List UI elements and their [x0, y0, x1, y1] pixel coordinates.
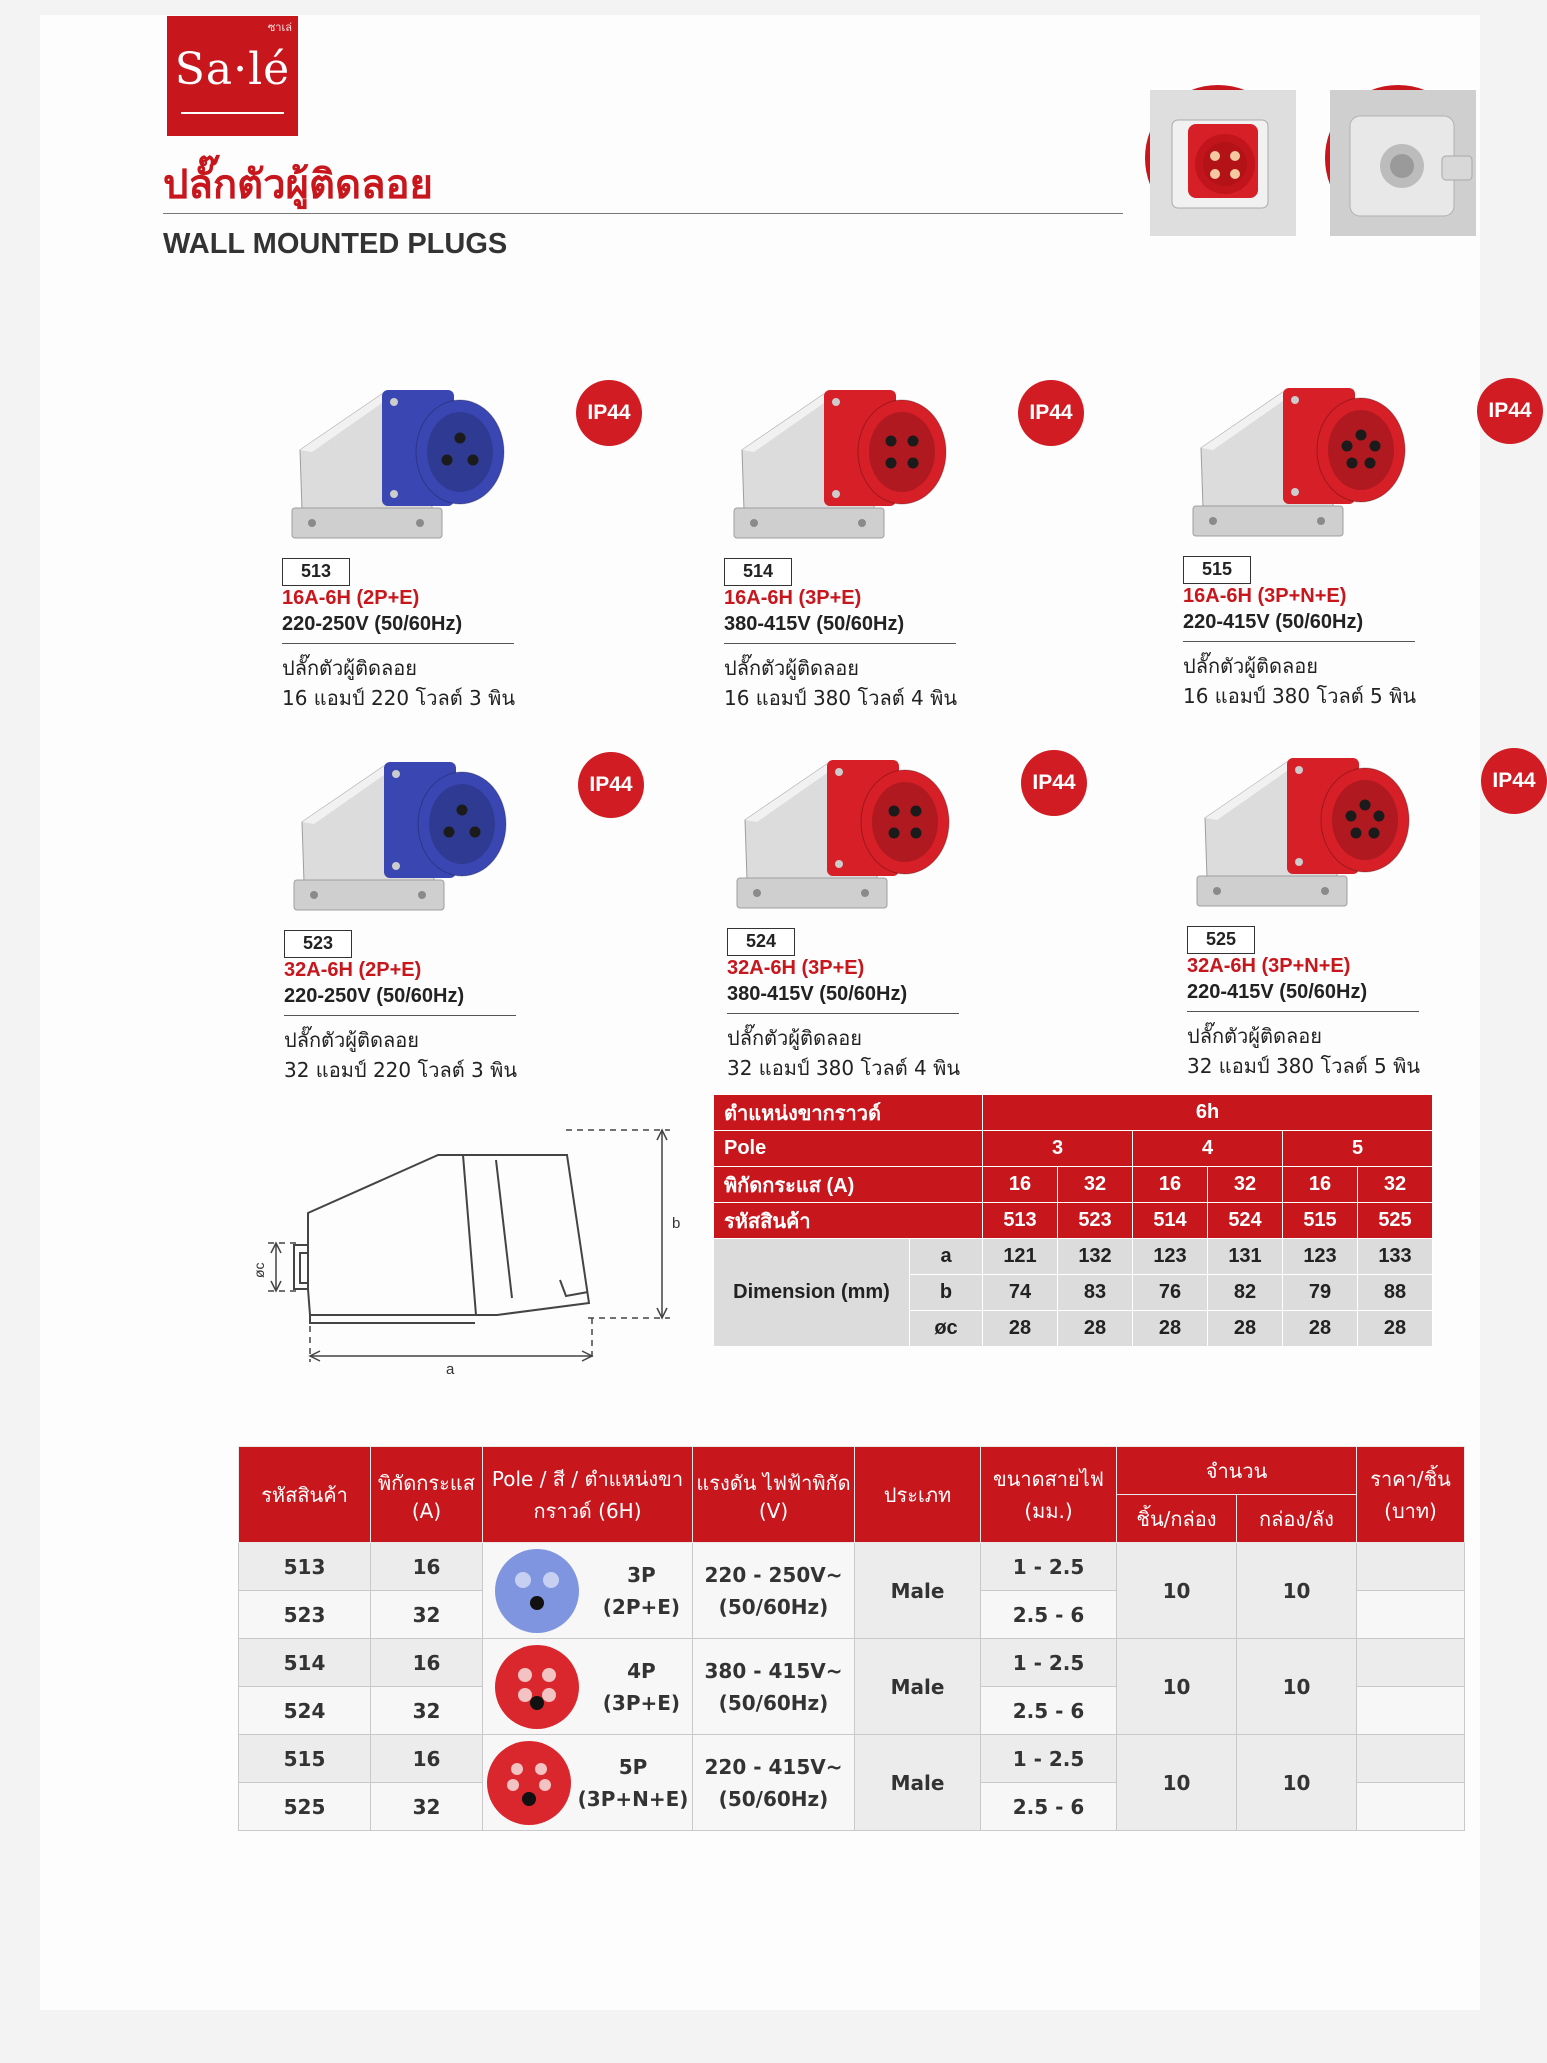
product-image-513	[282, 380, 542, 550]
row-code: 513	[239, 1543, 371, 1591]
row-voltage	[693, 1639, 855, 1735]
product-desc-line2: 32 แอมป์ 380 โวลต์ 5 พิน	[1187, 1054, 1420, 1078]
row-current: 32	[371, 1591, 483, 1639]
product-desc-line1: ปลั๊กตัวผู้ติดลอย	[1183, 654, 1318, 678]
dim-pole-4: 4	[1133, 1131, 1283, 1167]
col-price-header: ราคา/ชิ้น (บาท)	[1357, 1447, 1465, 1543]
product-voltage: 220-250V (50/60Hz)	[282, 613, 463, 635]
dim-code-cell: 514	[1133, 1203, 1208, 1239]
product-desc-line2: 32 แอมป์ 380 โวลต์ 4 พิน	[727, 1056, 960, 1080]
voltage-freq: (50/60Hz)	[718, 1786, 829, 1811]
row-current: 16	[371, 1735, 483, 1783]
dim-value-cell: 131	[1208, 1239, 1283, 1275]
product-card-514	[724, 380, 1084, 710]
logo-small-text: ซาเล่	[267, 21, 292, 34]
row-price	[1357, 1543, 1465, 1591]
col-code-header: รหัสสินค้า	[239, 1447, 371, 1543]
dim-current-cell: 32	[1058, 1167, 1133, 1203]
dim-value-cell: 28	[1208, 1311, 1283, 1347]
diagram-label-a: a	[446, 1361, 455, 1378]
product-rating: 16A-6H (2P+E)	[282, 587, 420, 609]
product-image-525	[1187, 748, 1447, 918]
dim-value-cell: 74	[983, 1275, 1058, 1311]
product-card-513	[282, 380, 642, 710]
product-voltage: 220-415V (50/60Hz)	[1183, 611, 1364, 633]
row-price	[1357, 1783, 1465, 1831]
row-code: 514	[239, 1639, 371, 1687]
ip44-badge: IP44	[1018, 380, 1084, 446]
product-code: 524	[727, 928, 795, 956]
dim-row-code-label: รหัสสินค้า	[714, 1203, 983, 1239]
product-rating: 16A-6H (3P+E)	[724, 587, 862, 609]
dim-value-cell: 28	[983, 1311, 1058, 1347]
row-price	[1357, 1735, 1465, 1783]
product-desc-line1: ปลั๊กตัวผู้ติดลอย	[724, 656, 859, 680]
dim-row-position-label: ตำแหน่งขากราวด์	[714, 1095, 983, 1131]
voltage-range: 220 - 250V~	[704, 1562, 843, 1587]
dim-position-value: 6h	[983, 1095, 1433, 1131]
dim-value-cell: 28	[1283, 1311, 1358, 1347]
row-code: 525	[239, 1783, 371, 1831]
dim-param-c: øc	[910, 1311, 983, 1347]
dim-value-cell: 88	[1358, 1275, 1433, 1311]
row-code: 523	[239, 1591, 371, 1639]
product-card-524	[727, 750, 1087, 1080]
voltage-freq: (50/60Hz)	[718, 1594, 829, 1619]
ip44-badge: IP44	[578, 752, 644, 818]
dim-current-cell: 32	[1358, 1167, 1433, 1203]
product-rating: 32A-6H (2P+E)	[284, 959, 422, 981]
dim-value-cell: 28	[1358, 1311, 1433, 1347]
logo-rule	[181, 112, 284, 114]
dim-row-pole-label: Pole	[714, 1131, 983, 1167]
page-title-english: WALL MOUNTED PLUGS	[163, 228, 508, 260]
page-title-thai: ปลั๊กตัวผู้ติดลอย	[163, 162, 433, 208]
row-voltage	[693, 1543, 855, 1639]
brand-logo	[167, 16, 298, 136]
product-image-524	[727, 750, 987, 920]
title-divider	[163, 213, 1123, 214]
dim-current-cell: 16	[1133, 1167, 1208, 1203]
pole-desc: (3P+E)	[602, 1690, 681, 1715]
ip44-badge: IP44	[1477, 378, 1543, 444]
product-divider	[282, 643, 514, 644]
dimension-diagram	[250, 1110, 690, 1380]
dim-param-b: b	[910, 1275, 983, 1311]
dim-pole-3: 3	[983, 1131, 1133, 1167]
pole-face-icon	[495, 1549, 579, 1633]
product-card-523	[284, 752, 644, 1082]
row-type: Male	[855, 1543, 981, 1639]
row-qty-box: 10	[1117, 1735, 1237, 1831]
col-voltage-header: แรงดัน ไฟฟ้าพิกัด (V)	[693, 1447, 855, 1543]
product-voltage: 220-415V (50/60Hz)	[1187, 981, 1368, 1003]
row-code: 515	[239, 1735, 371, 1783]
row-pole-cell	[483, 1543, 693, 1639]
col-qty-header: จำนวน	[1117, 1447, 1357, 1495]
dim-current-cell: 32	[1208, 1167, 1283, 1203]
pole-desc: (3P+N+E)	[577, 1786, 689, 1811]
row-voltage	[693, 1735, 855, 1831]
dim-value-cell: 133	[1358, 1239, 1433, 1275]
product-code: 514	[724, 558, 792, 586]
dim-value-cell: 121	[983, 1239, 1058, 1275]
hero-image-red-plug	[1145, 85, 1291, 231]
dim-current-cell: 16	[1283, 1167, 1358, 1203]
product-voltage: 380-415V (50/60Hz)	[727, 983, 908, 1005]
diagram-label-b: b	[672, 1215, 681, 1232]
product-desc-line2: 32 แอมป์ 220 โวลต์ 3 พิน	[284, 1058, 517, 1082]
ip44-badge: IP44	[1021, 750, 1087, 816]
dim-value-cell: 132	[1058, 1239, 1133, 1275]
product-desc-line1: ปลั๊กตัวผู้ติดลอย	[1187, 1024, 1322, 1048]
product-spec-table	[238, 1446, 1465, 1831]
product-code: 523	[284, 930, 352, 958]
pole-name: 3P	[627, 1562, 656, 1587]
product-card-525	[1187, 748, 1547, 1078]
product-desc-line1: ปลั๊กตัวผู้ติดลอย	[284, 1028, 419, 1052]
col-current-header: พิกัดกระแส (A)	[371, 1447, 483, 1543]
voltage-freq: (50/60Hz)	[718, 1690, 829, 1715]
pole-name: 5P	[618, 1754, 648, 1779]
row-cable: 1 - 2.5	[981, 1639, 1117, 1687]
row-pole-cell	[483, 1735, 693, 1831]
dim-value-cell: 123	[1133, 1239, 1208, 1275]
dim-value-cell: 123	[1283, 1239, 1358, 1275]
product-divider	[1187, 1011, 1419, 1012]
row-code: 524	[239, 1687, 371, 1735]
hero-image-back-housing	[1325, 85, 1471, 231]
dim-value-cell: 28	[1058, 1311, 1133, 1347]
product-rating: 32A-6H (3P+E)	[727, 957, 865, 979]
row-qty-box: 10	[1117, 1639, 1237, 1735]
row-current: 16	[371, 1639, 483, 1687]
product-code: 515	[1183, 556, 1251, 584]
col-type-header: ประเภท	[855, 1447, 981, 1543]
dim-dimension-label: Dimension (mm)	[714, 1239, 910, 1347]
row-qty-carton: 10	[1237, 1639, 1357, 1735]
product-code: 513	[282, 558, 350, 586]
product-image-515	[1183, 378, 1443, 548]
dim-row-current-label: พิกัดกระแส (A)	[714, 1167, 983, 1203]
dim-value-cell: 83	[1058, 1275, 1133, 1311]
dim-param-a: a	[910, 1239, 983, 1275]
product-voltage: 220-250V (50/60Hz)	[284, 985, 465, 1007]
product-divider	[284, 1015, 516, 1016]
row-qty-carton: 10	[1237, 1735, 1357, 1831]
product-voltage: 380-415V (50/60Hz)	[724, 613, 905, 635]
diagram-label-c: øc	[251, 1262, 267, 1278]
dim-value-cell: 82	[1208, 1275, 1283, 1311]
product-code: 525	[1187, 926, 1255, 954]
dim-value-cell: 76	[1133, 1275, 1208, 1311]
row-cable: 2.5 - 6	[981, 1687, 1117, 1735]
product-desc-line1: ปลั๊กตัวผู้ติดลอย	[282, 656, 417, 680]
row-price	[1357, 1639, 1465, 1687]
row-cable: 1 - 2.5	[981, 1735, 1117, 1783]
row-type: Male	[855, 1639, 981, 1735]
product-divider	[727, 1013, 959, 1014]
pole-name: 4P	[627, 1658, 656, 1683]
col-pole-header: Pole / สี / ตำแหน่งขากราวด์ (6H)	[483, 1447, 693, 1543]
product-desc-line1: ปลั๊กตัวผู้ติดลอย	[727, 1026, 862, 1050]
product-desc-line2: 16 แอมป์ 220 โวลต์ 3 พิน	[282, 686, 515, 710]
dim-code-cell: 524	[1208, 1203, 1283, 1239]
ip44-badge: IP44	[576, 380, 642, 446]
dim-code-cell: 523	[1058, 1203, 1133, 1239]
dim-code-cell: 525	[1358, 1203, 1433, 1239]
dimension-table	[713, 1094, 1433, 1347]
product-image-514	[724, 380, 984, 550]
dim-pole-5: 5	[1283, 1131, 1433, 1167]
voltage-range: 380 - 415V~	[704, 1658, 843, 1683]
row-cable: 1 - 2.5	[981, 1543, 1117, 1591]
product-divider	[724, 643, 956, 644]
row-current: 32	[371, 1687, 483, 1735]
product-rating: 16A-6H (3P+N+E)	[1183, 585, 1347, 607]
product-card-515	[1183, 378, 1543, 708]
col-qty-carton-header: กล่อง/ลัง	[1237, 1495, 1357, 1543]
voltage-range: 220 - 415V~	[704, 1754, 843, 1779]
dim-value-cell: 79	[1283, 1275, 1358, 1311]
row-cable: 2.5 - 6	[981, 1783, 1117, 1831]
dim-current-cell: 16	[983, 1167, 1058, 1203]
row-current: 16	[371, 1543, 483, 1591]
ip44-badge: IP44	[1481, 748, 1547, 814]
col-cable-header: ขนาดสายไฟ (มม.)	[981, 1447, 1117, 1543]
row-price	[1357, 1687, 1465, 1735]
product-image-523	[284, 752, 544, 922]
row-price	[1357, 1591, 1465, 1639]
dim-code-cell: 515	[1283, 1203, 1358, 1239]
pole-desc: (2P+E)	[602, 1594, 681, 1619]
dim-value-cell: 28	[1133, 1311, 1208, 1347]
row-qty-box: 10	[1117, 1543, 1237, 1639]
product-desc-line2: 16 แอมป์ 380 โวลต์ 4 พิน	[724, 686, 957, 710]
logo-text: Sa·lé	[174, 44, 291, 95]
pole-face-icon	[495, 1645, 579, 1729]
row-pole-cell	[483, 1639, 693, 1735]
row-cable: 2.5 - 6	[981, 1591, 1117, 1639]
pole-face-icon	[487, 1741, 571, 1825]
product-divider	[1183, 641, 1415, 642]
row-type: Male	[855, 1735, 981, 1831]
row-current: 32	[371, 1783, 483, 1831]
row-qty-carton: 10	[1237, 1543, 1357, 1639]
dim-code-cell: 513	[983, 1203, 1058, 1239]
product-desc-line2: 16 แอมป์ 380 โวลต์ 5 พิน	[1183, 684, 1416, 708]
product-rating: 32A-6H (3P+N+E)	[1187, 955, 1351, 977]
col-qty-box-header: ชิ้น/กล่อง	[1117, 1495, 1237, 1543]
